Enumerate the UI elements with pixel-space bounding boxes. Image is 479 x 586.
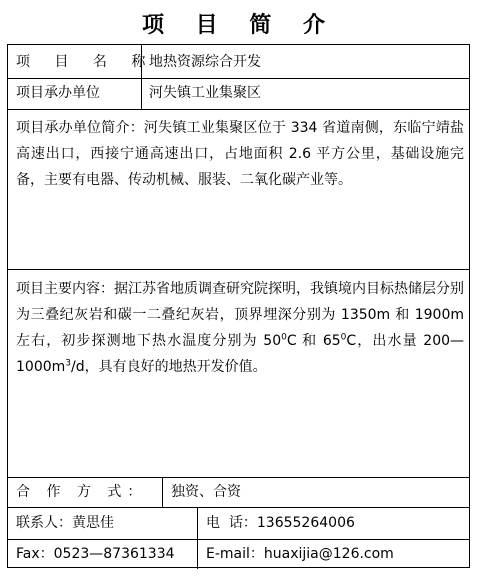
page-title: 项 目 简 介 [142,12,337,38]
project-content-text: 项目主要内容：据江苏省地质调查研究院探明，我镇境内目标热储层分别为三叠纪灰岩和碳一二叠纪灰岩，顶界埋深分别为 1350m 和 1900m 左右，初步探测地下热水温度分别为 50 [16,281,464,349]
row-divider [8,477,469,478]
superscript: 3 [65,358,72,369]
row-divider [8,269,469,270]
row-divider [8,109,469,110]
cooperation-label: 合 作 方 式： [16,484,148,500]
superscript: 0 [340,332,347,343]
column-divider [162,477,163,507]
email-address: E-mail：huaxijia@126.com [206,546,394,562]
column-divider [197,507,198,569]
row-divider [8,539,469,540]
project-content-text: C，出水量 200—1000m [16,333,465,375]
superscript: 0 [281,332,287,343]
project-content [16,276,464,380]
cooperation-value: 独资、合资 [171,484,241,500]
row-divider [8,507,469,508]
project-content-text: C 和 65 [286,333,341,349]
project-content-text: /d，具有良好的地热开发价值。 [71,359,267,375]
project-name-value: 地热资源综合开发 [149,54,261,70]
host-unit-label: 项目承办单位 [16,85,100,101]
contact-person: 联系人：黄思佳 [16,515,114,531]
host-unit-value: 河失镇工业集聚区 [149,85,261,101]
fax-number: Fax：0523—87361334 [16,546,175,562]
host-unit-intro: 项目承办单位简介：河失镇工业集聚区位于 334 省道南侧，东临宁靖盐高速出口，西接宁通高速出口，占地面积 2.6 平方公里，基础设施完备，主要有电器、传动机械、服装、二氧化碳产业等。 [16,120,464,188]
row-divider [8,78,469,79]
project-info-table [7,44,470,568]
phone-number: 电 话：13655264006 [206,515,355,531]
project-name-label: 项 目 名 称 [16,54,156,70]
